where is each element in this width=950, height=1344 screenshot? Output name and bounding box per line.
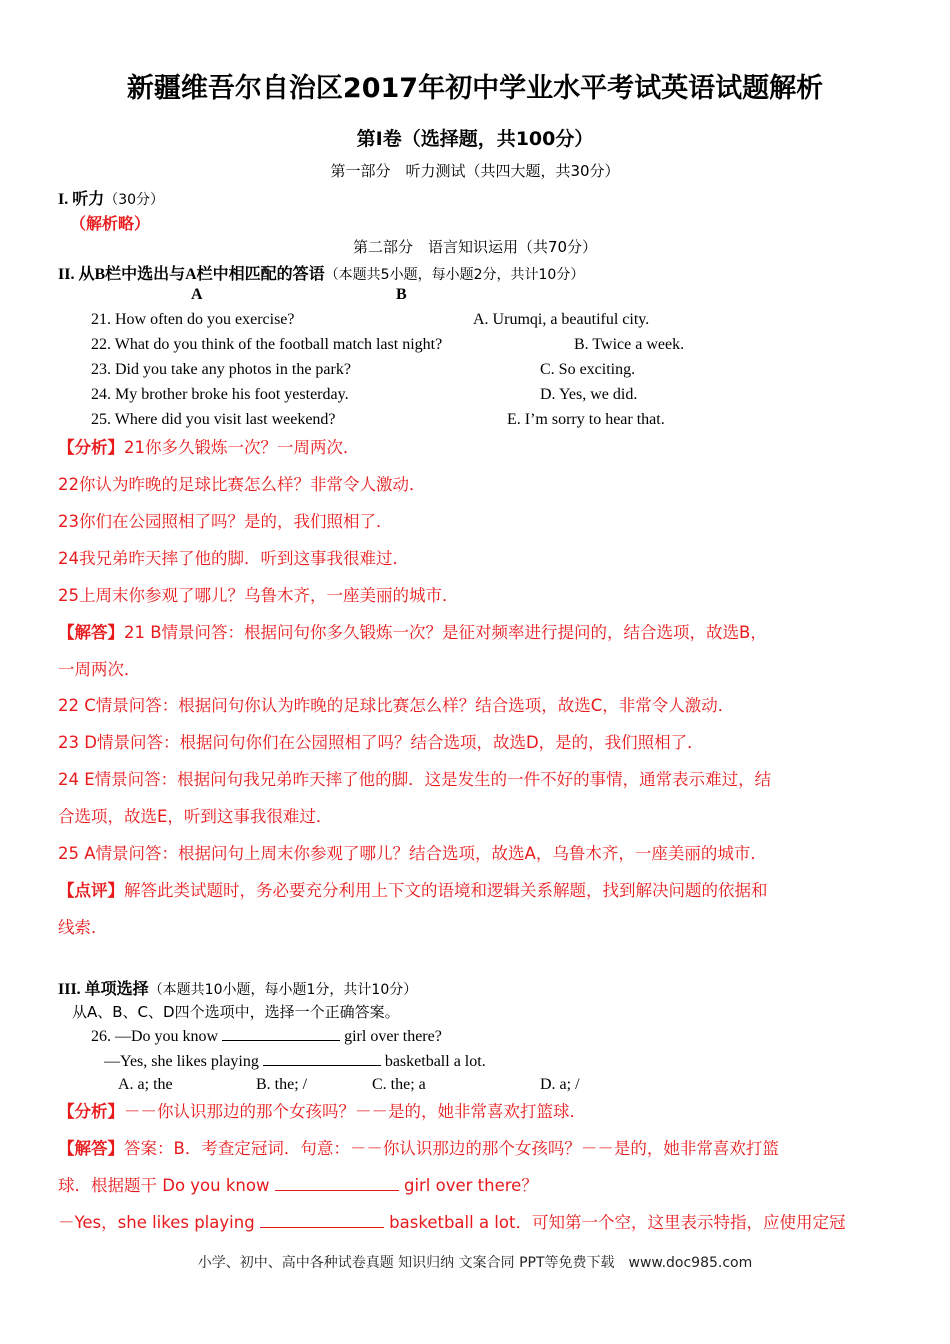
section2-heading (58, 261, 584, 284)
page-footer: 小学、初中、高中各种试卷真题 知识归纳 文案合同 PPT等免费下载 www.doc985.com (197, 1255, 753, 1271)
section2-label: II. 从B栏中选出与A栏中相匹配的答语 (58, 266, 325, 283)
option-d: D. Yes, we did. (540, 386, 638, 403)
answer-line-24-cont: 合选项，故选E，听到这事我很难过． (58, 807, 333, 826)
question-21: 21. How often do you exercise? (91, 311, 295, 328)
analysis-line-24: 24我兄弟昨天摔了他的脚．听到这事我很难过． (58, 549, 409, 568)
analysis-line-25: 25上周末你参观了哪儿？乌鲁木齐，一座美丽的城市． (58, 586, 459, 605)
question-26-line2: —Yes, she likes playing basketball a lot. (104, 1053, 486, 1070)
answer-line-23: 23 D情景问答：根据问句你们在公园照相了吗？结合选项，故选D，是的，我们照相了． (58, 733, 704, 752)
q26-analysis: 【分析】－－你认识那边的那个女孩吗？－－是的，她非常喜欢打篮球． (58, 1102, 586, 1121)
blank-2 (263, 1051, 381, 1066)
part2-heading: 第二部分 语言知识运用（共70分） (352, 238, 598, 256)
answer-line-22: 22 C情景问答：根据问句你认为昨晚的足球比赛怎么样？结合选项，故选C，非常令人激动． (58, 696, 735, 715)
section1-note: （解析略） (70, 214, 151, 233)
q26-answer-line3: －Yes，she likes playing basketball a lot．可知第一个空，这里表示特指，应使用定冠 (58, 1213, 846, 1232)
blank-1 (222, 1026, 340, 1041)
red-blank-1 (275, 1176, 399, 1191)
section2-points: （本题共5小题，每小题2分，共计10分） (324, 267, 585, 283)
option-b: B. Twice a week. (574, 336, 685, 353)
q26-option-b: B. the; / (256, 1076, 308, 1093)
column-a-label: A (191, 286, 203, 303)
answer-line-21: 【解答】21 B情景问答：根据问句你多久锻炼一次？是征对频率进行提问的，结合选项，故选B， (58, 623, 767, 642)
question-23: 23. Did you take any photos in the park? (91, 361, 351, 378)
question-25: 25. Where did you visit last weekend? (91, 411, 336, 428)
section1-heading (58, 186, 164, 209)
page-title: 新疆维吾尔自治区2017年初中学业水平考试英语试题解析 (126, 73, 824, 104)
comment-line-1: 【点评】解答此类试题时，务必要充分利用上下文的语境和逻辑关系解题，找到解决问题的依据和 (58, 881, 768, 900)
section3-label: III. 单项选择 (58, 981, 149, 998)
option-c: C. So exciting. (540, 361, 636, 378)
analysis-line-22: 22你认为昨晚的足球比赛怎么样？非常令人激动． (58, 475, 426, 494)
answer-line-25: 25 A情景问答：根据问句上周末你参观了哪儿？结合选项，故选A，乌鲁木齐，一座美丽的城市． (58, 844, 767, 863)
q26-answer-line2: 球．根据题干 Do you know girl over there？ (58, 1176, 538, 1195)
q26-answer-line1: 【解答】答案：B．考查定冠词．句意：－－你认识那边的那个女孩吗？－－是的，她非常喜欢打篮 (58, 1139, 779, 1158)
answer-line-24: 24 E情景问答：根据问句我兄弟昨天摔了他的脚．这是发生的一件不好的事情，通常表示难过，结 (58, 770, 772, 789)
question-26-line1: 26. —Do you know girl over there? (91, 1028, 442, 1045)
part1-heading: 第一部分 听力测试（共四大题，共30分） (330, 162, 620, 180)
analysis-mark: 【分析】 (58, 438, 124, 457)
comment-line-2: 线索． (58, 918, 108, 937)
section1-label: I. 听力 (58, 191, 105, 208)
section1-points: （30分） (104, 192, 165, 208)
q26-option-c: C. the; a (372, 1076, 426, 1093)
red-blank-2 (260, 1213, 384, 1228)
option-e: E. I’m sorry to hear that. (507, 411, 665, 428)
section3-instruction: 从A、B、C、D四个选项中，选择一个正确答案。 (72, 1003, 400, 1021)
q26-option-d: D. a; / (540, 1076, 580, 1093)
answer-line-21-cont: 一周两次． (58, 660, 141, 679)
volume-heading: 第Ⅰ卷（选择题，共100分） (356, 128, 594, 150)
section3-heading (58, 976, 417, 999)
q26-option-a: A. a; the (118, 1076, 173, 1093)
comment-mark: 【点评】 (58, 881, 124, 900)
section3-points: （本题共10小题，每小题1分，共计10分） (148, 982, 418, 998)
answer-mark: 【解答】 (58, 623, 124, 642)
question-22: 22. What do you think of the football match last night? (91, 336, 443, 353)
question-24: 24. My brother broke his foot yesterday. (91, 386, 349, 403)
analysis-line-23: 23你们在公园照相了吗？是的，我们照相了． (58, 512, 393, 531)
column-b-label: B (396, 286, 407, 303)
analysis-line-21: 【分析】21你多久锻炼一次？一周两次． (58, 438, 360, 457)
option-a: A. Urumqi, a beautiful city. (473, 311, 650, 328)
